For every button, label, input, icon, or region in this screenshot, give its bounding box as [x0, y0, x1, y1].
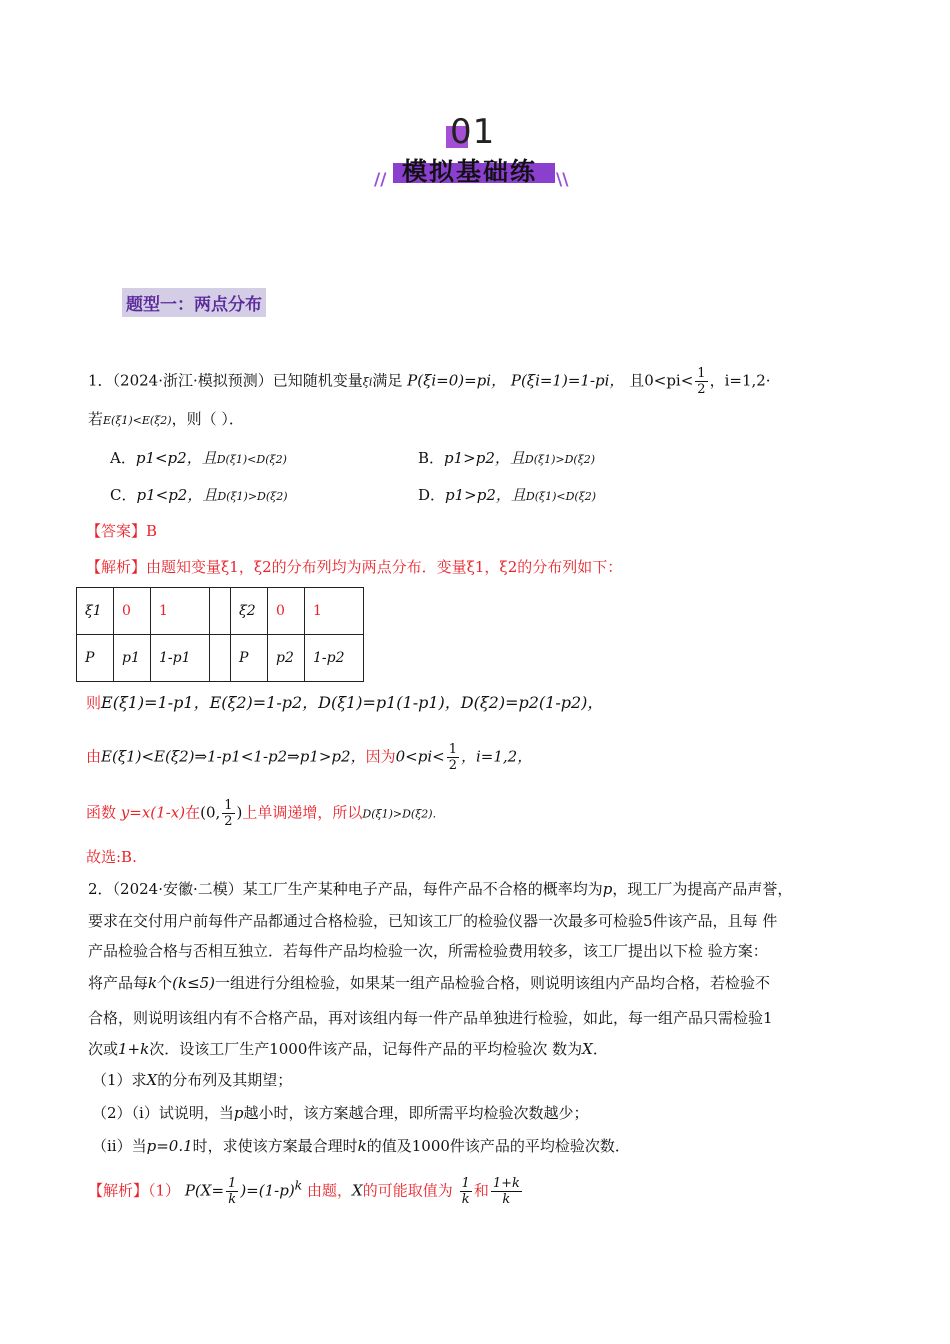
- table-cell: 1-p1: [151, 635, 210, 682]
- q2-sub1: （1）求X的分布列及其期望；: [92, 1071, 293, 1089]
- q1-intro: 1．（2024·浙江·模拟预测）已知随机变量: [88, 371, 363, 390]
- q1-half: $\frac{1}{2}$: [697, 366, 706, 397]
- header-right-deco: \\: [556, 170, 569, 190]
- q1-analysis: [86, 556, 622, 577]
- q1-cond1: P(ξi=0)=pi，: [407, 371, 507, 390]
- q2-line3: 产品检验合格与否相互独立．若每件产品均检验一次，所需检验费用较多，该工厂提出以下检 验方案：: [88, 942, 768, 960]
- table-cell: 0: [268, 588, 305, 635]
- q1-cond4: ，i=1,2·: [709, 371, 771, 390]
- q1-option-d[interactable]: D．p1>p2，且D(ξ1)<D(ξ2): [418, 486, 597, 504]
- table-cell: 1: [151, 588, 210, 635]
- q2-line4: 将产品每k个(k≤5)一组进行分组检验，如果某一组产品检验合格，则说明该组内产品均合格，若检验不: [88, 974, 771, 992]
- table-cell: [210, 635, 231, 682]
- q2-answer: 【解析】（1） P(X= $\frac{1}{k}$ )$=(1-p)^k$ 由题，X的可能取值为 $\frac{1}{k}$ 和 $\frac{1+k}{k}$: [88, 1176, 520, 1207]
- table-cell: 1-p2: [305, 635, 364, 682]
- q1-option-a[interactable]: A．p1<p2，且D(ξ1)<D(ξ2): [110, 449, 287, 467]
- header-number: 01: [450, 112, 496, 152]
- q1-option-c[interactable]: C．p1<p2，且D(ξ1)>D(ξ2): [110, 486, 288, 504]
- q1-satisfies: 满足: [372, 371, 403, 390]
- q1-then: ，则（ ）．: [171, 410, 244, 428]
- section-title: 题型一：两点分布: [122, 288, 266, 317]
- q2-line6: 次或1+k次．设该工厂生产1000件该产品，记每件产品的平均检验次 数为X．: [88, 1040, 608, 1058]
- q1-line1: [88, 366, 771, 397]
- table-row: [77, 588, 364, 635]
- q2-line5: 合格，则说明该组内有不合格产品，再对该组内每一件产品单独进行检验，如此，每一组产品只需检验1: [88, 1009, 773, 1027]
- q1-step1: 则E(ξ1)=1-p1，E(ξ2)=1-p2，D(ξ1)=p1(1-p1)，D(ξ2)=p2(1-p2)，: [86, 693, 604, 712]
- q1-cond2: P(ξi=1)=1-pi，: [510, 371, 625, 390]
- table-cell: ξ1: [77, 588, 114, 635]
- table-cell: 0: [114, 588, 151, 635]
- table-cell: [210, 588, 231, 635]
- table-row: [77, 635, 364, 682]
- q1-conclusion: 故选:B.: [86, 848, 137, 866]
- q1-option-b[interactable]: B．p1>p2，且D(ξ1)>D(ξ2): [418, 449, 596, 467]
- distribution-table: [76, 587, 364, 682]
- q2-sub3: （ii）当p=0.1时，求使该方案最合理时k的值及1000件该产品的平均检验次数．: [92, 1137, 630, 1155]
- q1-if: 若: [88, 410, 104, 428]
- table-cell: 1: [305, 588, 364, 635]
- q2-line1: 2．（2024·安徽·二模）某工厂生产某种电子产品，每件产品不合格的概率均为p，现工厂为提高产品声誉，: [88, 880, 793, 898]
- header-left-deco: //: [374, 170, 387, 190]
- q2-line2: 要求在交付用户前每件产品都通过合格检验，已知该工厂的检验仪器一次最多可检验5件该产品，且每 件: [88, 912, 778, 930]
- q1-analysis-text: 由题知变量ξ1，ξ2的分布列均为两点分布．变量ξ1，ξ2的分布列如下：: [146, 558, 623, 576]
- q1-analysis-tag: 【解析】: [86, 558, 147, 576]
- q1-line2: [88, 408, 244, 429]
- header-title: 模拟基础练: [402, 157, 538, 186]
- table-cell: p1: [114, 635, 151, 682]
- q1-step3: 函数 y=x(1-x)在(0, $\frac{1}{2}$ )上单调递增，所以D(ξ1)>D(ξ2)．: [86, 798, 444, 829]
- q1-cond3: 且0<pi<: [629, 371, 694, 390]
- table-cell: P: [231, 635, 268, 682]
- q1-answer: 【答案】B: [86, 522, 158, 540]
- q1-condition: E(ξ1)<E(ξ2): [103, 414, 172, 427]
- table-cell: p2: [268, 635, 305, 682]
- q1-xi: ξi: [362, 375, 373, 389]
- q1-step2: 由E(ξ1)<E(ξ2)⇒1-p1<1-p2⇒p1>p2，因为0<pi< $\frac{1}{2}$ ，i=1,2，: [86, 742, 533, 773]
- q2-sub2: （2）（i）试说明，当p越小时，该方案越合理，即所需平均检验次数越少；: [92, 1104, 589, 1122]
- table-cell: P: [77, 635, 114, 682]
- table-cell: ξ2: [231, 588, 268, 635]
